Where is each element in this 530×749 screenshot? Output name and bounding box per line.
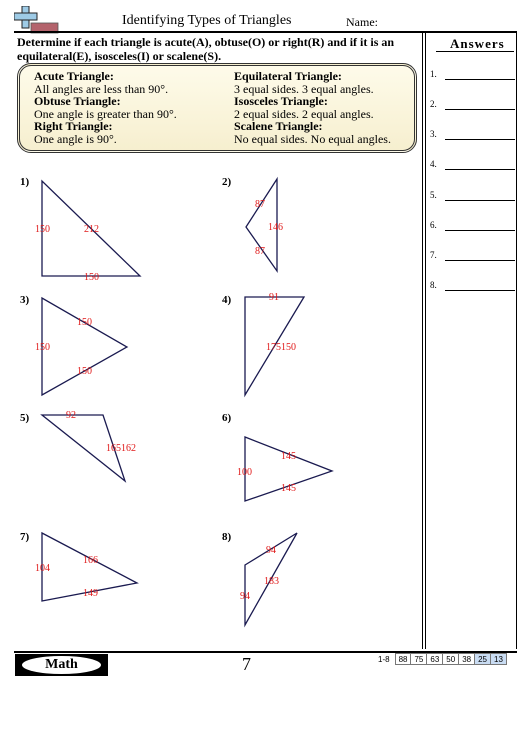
answer-blank[interactable] — [445, 200, 515, 201]
answer-column-divider — [422, 31, 423, 649]
angle-label: 145 — [281, 451, 296, 462]
reference-heading: Isosceles Triangle: — [234, 94, 328, 109]
answer-blank[interactable] — [445, 290, 515, 291]
score-cell: 38 — [459, 654, 475, 665]
problem-6 — [222, 412, 332, 501]
reference-heading: Scalene Triangle: — [234, 119, 323, 134]
score-table — [375, 653, 507, 665]
triangle — [42, 298, 127, 395]
problem-number: 6) — [222, 412, 232, 424]
problem-number: 8) — [222, 531, 232, 543]
problem-2 — [222, 176, 283, 271]
angle-label: 104 — [35, 563, 50, 574]
score-range: 1-8 — [378, 654, 390, 664]
reference-text: 3 equal sides. 3 equal angles. — [234, 81, 374, 96]
score-cell: 75 — [411, 654, 427, 665]
problem-number: 3) — [20, 294, 30, 306]
answer-row — [430, 159, 516, 173]
angle-label: 145 — [281, 483, 296, 494]
angle-label: 150 — [35, 342, 50, 353]
score-cell: 13 — [491, 654, 507, 665]
worksheet-title: Identifying Types of Triangles — [122, 13, 292, 28]
answer-number: 7. — [430, 250, 437, 260]
answer-number: 3. — [430, 129, 437, 139]
problem-1 — [20, 176, 140, 283]
angle-label: 165162 — [106, 443, 136, 454]
angle-label: 149 — [83, 588, 98, 599]
angle-label: 100 — [237, 467, 252, 478]
answer-row — [430, 220, 516, 234]
instructions: Determine if each triangle is acute(A), obtuse(O) or right(R) and if it is an equilateral(E), isosceles(I) or scalene(S). — [17, 35, 395, 63]
answer-row — [430, 129, 516, 143]
answer-row — [430, 190, 516, 204]
problem-3 — [20, 294, 127, 395]
answer-blank[interactable] — [445, 169, 515, 170]
reference-text: One angle is 90°. — [34, 131, 117, 146]
answer-row — [430, 99, 516, 113]
angle-label: 166 — [83, 555, 98, 566]
angle-label: 183 — [264, 576, 279, 587]
reference-text: One angle is greater than 90°. — [34, 106, 177, 121]
angle-label: 91 — [269, 292, 279, 303]
answers-title: Answers — [450, 36, 505, 51]
angle-label: 150 — [77, 366, 92, 377]
answers-title-rule — [436, 51, 514, 52]
problem-number: 4) — [222, 294, 232, 306]
reference-heading: Equilateral Triangle: — [234, 69, 342, 83]
right-border — [516, 31, 517, 649]
problem-number: 5) — [20, 412, 30, 424]
reference-text: No equal sides. No equal angles. — [234, 131, 391, 146]
reference-heading: Right Triangle: — [34, 119, 113, 134]
reference-text: 2 equal sides. 2 equal angles. — [234, 106, 374, 121]
problem-7 — [20, 531, 137, 601]
angle-label: 146 — [268, 222, 283, 233]
score-cell: 88 — [395, 654, 411, 665]
reference-heading: Obtuse Triangle: — [34, 94, 121, 109]
score-cell: 50 — [443, 654, 459, 665]
answer-blank[interactable] — [445, 109, 515, 110]
name-label: Name: — [346, 15, 378, 29]
angle-label: 94 — [266, 545, 276, 556]
score-cell: 25 — [475, 654, 491, 665]
answer-blank[interactable] — [445, 260, 515, 261]
problem-number: 1) — [20, 176, 30, 188]
answer-number: 8. — [430, 280, 437, 290]
problem-5 — [20, 410, 136, 481]
answer-blank[interactable] — [445, 230, 515, 231]
answer-number: 2. — [430, 99, 437, 109]
answer-row — [430, 280, 516, 294]
angle-label: 94 — [240, 591, 250, 602]
answer-row — [430, 69, 516, 83]
page-number: 7 — [242, 654, 251, 674]
answer-blank[interactable] — [445, 79, 515, 80]
reference-heading: Acute Triangle: — [34, 69, 114, 83]
angle-label: 92 — [66, 410, 76, 421]
math-badge-label: Math — [22, 656, 101, 674]
reference-text: All angles are less than 90°. — [34, 81, 169, 96]
angle-label: 150 — [77, 317, 92, 328]
angle-label: 175150 — [266, 342, 296, 353]
answer-number: 1. — [430, 69, 437, 79]
angle-label: 87 — [255, 246, 265, 257]
problem-4 — [222, 292, 304, 395]
answer-row — [430, 250, 516, 264]
answer-column-divider-inner — [425, 31, 426, 649]
angle-label: 150 — [84, 272, 99, 283]
angle-label: 150 — [35, 224, 50, 235]
problem-number: 2) — [222, 176, 232, 188]
problem-number: 7) — [20, 531, 30, 543]
angle-label: 87 — [255, 199, 265, 210]
score-cell: 63 — [427, 654, 443, 665]
answer-blank[interactable] — [445, 139, 515, 140]
angle-label: 212 — [84, 224, 99, 235]
answer-number: 5. — [430, 190, 437, 200]
answer-number: 4. — [430, 159, 437, 169]
answer-number: 6. — [430, 220, 437, 230]
problem-8 — [222, 531, 297, 625]
